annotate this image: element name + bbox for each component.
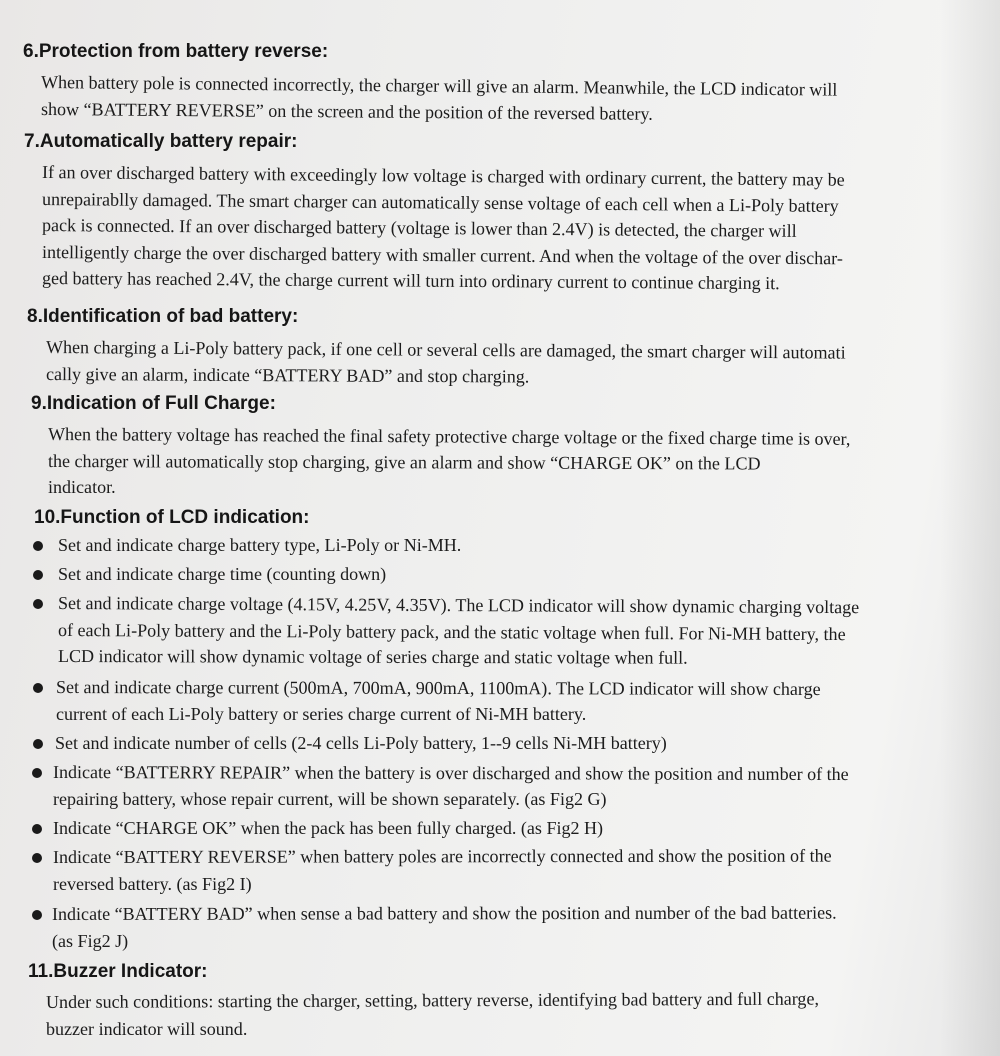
bullet-dot-icon [33, 599, 43, 609]
bullet-line: Set and indicate charge voltage (4.15V, 4.25V, 4.35V). The LCD indicator will show dynamic charging voltage [57, 593, 860, 618]
body-line: intelligently charge the over discharged battery with smaller current. And when the voltage of the over dischar- [41, 241, 843, 268]
body-line: When the battery voltage has reached the final safety protective charge voltage or the fixed charge time is over, [47, 424, 851, 449]
section-heading: 11.Buzzer Indicator: [28, 961, 208, 982]
bullet-line: Set and indicate charge current (500mA, 700mA, 900mA, 1100mA). The LCD indicator will show charge [55, 677, 821, 700]
list-item [55, 730, 1000, 759]
list-item [58, 561, 1000, 590]
bullet-dot-icon [33, 570, 43, 580]
section-heading: 9.Indication of Full Charge: [31, 393, 276, 414]
body-line: indicator. [48, 477, 116, 497]
body-line: unrepairablly damaged. The smart charger can automatically sense voltage of each cell when a Li-Poly battery [41, 188, 839, 216]
body-line: buzzer indicator will sound. [46, 1018, 248, 1039]
list-item [53, 759, 1000, 815]
bullet-line: repairing battery, whose repair current, will be shown separately. (as Fig2 G) [53, 788, 607, 809]
section-body [41, 69, 1000, 122]
bullet-line: reversed battery. (as Fig2 I) [53, 873, 252, 894]
body-line: pack is connected. If an over discharged battery (voltage is lower than 2.4V) is detected, the charger will [41, 215, 797, 241]
section-heading: 10.Function of LCD indication: [34, 507, 310, 528]
body-line: show “BATTERY REVERSE” on the screen and the position of the reversed battery. [40, 98, 653, 124]
bullet-line: LCD indicator will show dynamic voltage of series charge and static voltage when full. [57, 646, 688, 668]
bullet-dot-icon [32, 768, 42, 778]
bullet-dot-icon [32, 824, 42, 834]
body-line: If an over discharged battery with exceedingly low voltage is charged with ordinary current, the battery may be [41, 162, 845, 190]
list-item [58, 532, 1000, 561]
body-line: When battery pole is connected incorrectly, the charger will give an alarm. Meanwhile, the LCD indicator will [40, 72, 838, 100]
body-line: the charger will automatically stop charging, give an alarm and show “CHARGE OK” on the LCD [47, 450, 761, 473]
section-heading: 6.Protection from battery reverse: [23, 41, 329, 62]
list-item [53, 815, 1000, 844]
section-body [46, 334, 1000, 387]
bullet-dot-icon [32, 853, 42, 863]
section-lcd-indication [0, 506, 1000, 530]
section-body [42, 159, 1000, 292]
bullet-line: Set and indicate charge battery type, Li-Poly or Ni-MH. [58, 535, 462, 555]
body-line: When charging a Li-Poly battery pack, if one cell or several cells are damaged, the smart charger will automati [45, 337, 846, 363]
bullet-line: Indicate “CHARGE OK” when the pack has been fully charged. (as Fig2 H) [53, 818, 604, 838]
section-body [48, 421, 1000, 501]
bullet-line: Indicate “BATTERY REVERSE” when battery poles are incorrectly connected and show the position of the [52, 845, 832, 867]
bullet-line: Set and indicate number of cells (2-4 cells Li-Poly battery, 1--9 cells Ni-MH battery) [55, 733, 667, 753]
body-line: Under such conditions: starting the charger, setting, battery reverse, identifying bad battery and full charge, [45, 988, 819, 1012]
bullet-dot-icon [32, 910, 42, 920]
section-battery-reverse [0, 40, 1000, 122]
bullet-dot-icon [33, 541, 43, 551]
bullet-line: current of each Li-Poly battery or series charge current of Ni-MH battery. [56, 703, 587, 724]
bullet-line: of each Li-Poly battery and the Li-Poly battery pack, and the static voltage when full. For Ni-MH battery, the [57, 619, 846, 644]
lcd-function-list [0, 532, 1000, 957]
bullet-dot-icon [33, 683, 43, 693]
section-heading: 7.Automatically battery repair: [24, 131, 298, 152]
section-heading: 8.Identification of bad battery: [27, 306, 299, 327]
list-item [53, 844, 1000, 901]
section-bad-battery [0, 305, 1000, 387]
list-item [52, 901, 1000, 957]
section-battery-repair [0, 130, 1000, 292]
list-item [56, 674, 1000, 730]
list-item [58, 590, 1000, 674]
section-buzzer-indicator [0, 960, 1000, 1042]
body-line: cally give an alarm, indicate “BATTERY BAD” and stop charging. [45, 363, 530, 387]
bullet-line: Indicate “BATTERRY REPAIR” when the battery is over discharged and show the position and number of the [52, 762, 849, 785]
bullet-line: Set and indicate charge time (counting down) [58, 564, 387, 584]
bullet-dot-icon [33, 739, 43, 749]
body-line: ged battery has reached 2.4V, the charge current will turn into ordinary current to continue charging it. [41, 268, 780, 294]
section-full-charge [0, 392, 1000, 501]
section-body [46, 989, 1000, 1042]
bullet-line: Indicate “BATTERY BAD” when sense a bad battery and show the position and number of the bad batteries. [51, 902, 837, 924]
bullet-line: (as Fig2 J) [52, 930, 129, 951]
